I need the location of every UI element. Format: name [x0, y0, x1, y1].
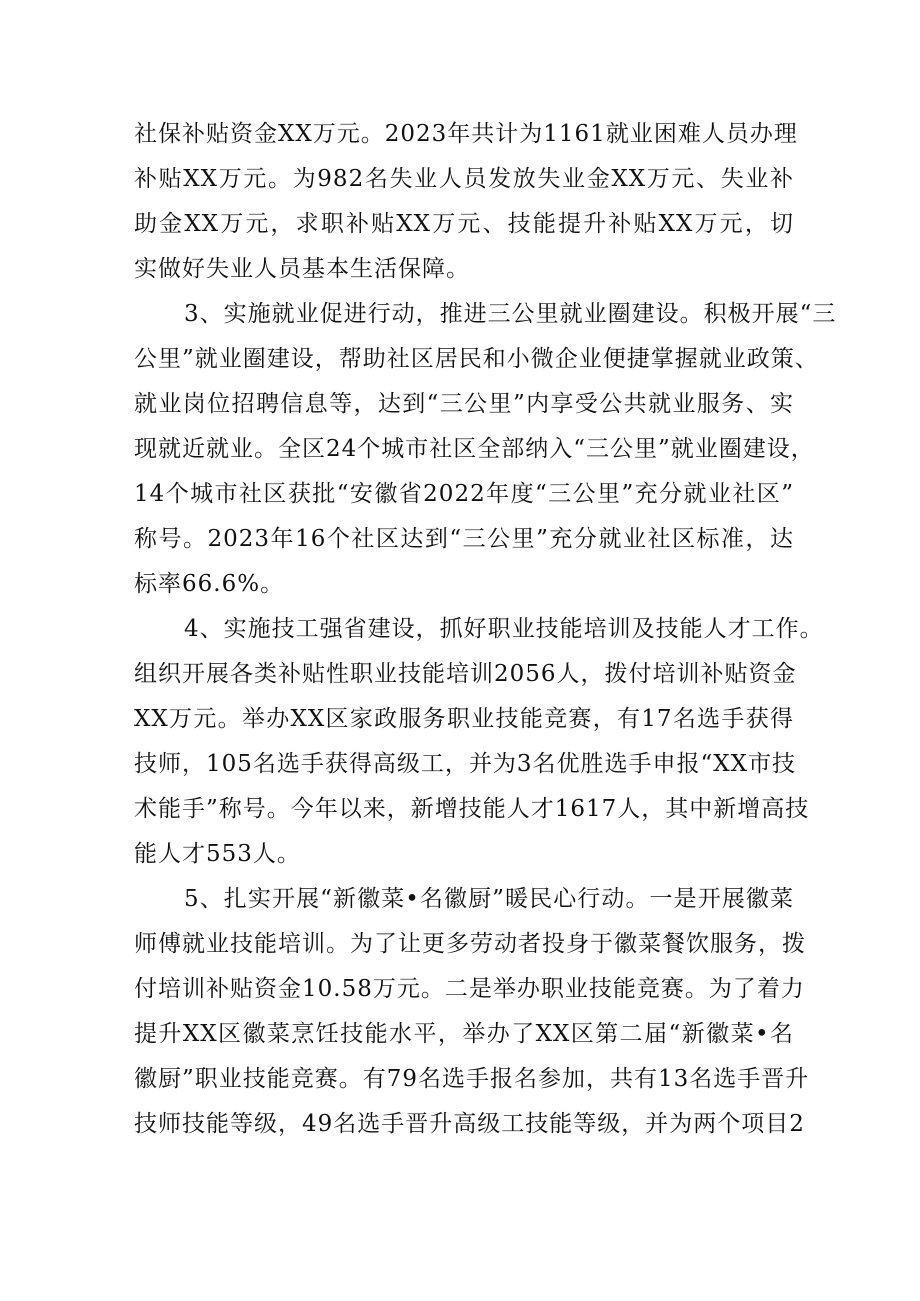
text-line: 能人才553人。 [134, 841, 301, 867]
text-line: 术能手”称号。今年以来，新增技能人才1617人，其中新增高技 [134, 796, 810, 822]
text-line: 助金XX万元，求职补贴XX万元、技能提升补贴XX万元，切 [134, 211, 794, 237]
section-heading-4: 4、实施技工强省建设，抓好职业技能培训及技能人才工作。 [184, 616, 824, 642]
text-line: 组织开展各类补贴性职业技能培训2056人，拨付培训补贴资金 [134, 661, 797, 687]
text-line: 补贴XX万元。为982名失业人员发放失业金XX万元、失业补 [134, 166, 794, 192]
text-line: 实做好失业人员基本生活保障。 [134, 256, 470, 282]
text-line: 标率66.6%。 [134, 571, 285, 597]
section-heading-3: 3、实施就业促进行动，推进三公里就业圈建设。积极开展“三 [184, 301, 837, 327]
text-line: XX万元。举办XX区家政服务职业技能竞赛，有17名选手获得 [134, 706, 794, 732]
text-line: 称号。2023年16个社区达到“三公里”充分就业社区标准，达 [134, 526, 794, 552]
text-line: 社保补贴资金XX万元。2023年共计为1161就业困难人员办理 [134, 121, 798, 147]
text-line: 徽厨”职业技能竞赛。有79名选手报名参加，共有13名选手晋升 [134, 1066, 810, 1092]
text-line: 师傅就业技能培训。为了让更多劳动者投身于徽菜餐饮服务，拨 [134, 931, 806, 957]
text-line: 现就近就业。全区24个城市社区全部纳入“三公里”就业圈建设， [134, 436, 815, 462]
text-line: 公里”就业圈建设，帮助社区居民和小微企业便捷掌握就业政策、 [134, 346, 819, 372]
section-heading-5: 5、扎实开展“新徽菜•名徽厨”暖民心行动。一是开展徽菜 [184, 886, 794, 912]
text-line: 14个城市社区获批“安徽省2022年度“三公里”充分就业社区” [134, 481, 794, 507]
text-line: 技师技能等级，49名选手晋升高级工技能等级，并为两个项目2 [134, 1111, 805, 1137]
text-line: 技师，105名选手获得高级工，并为3名优胜选手申报“XX市技 [134, 751, 797, 777]
text-line: 提升XX区徽菜烹饪技能水平，举办了XX区第二届“新徽菜•名 [134, 1021, 794, 1047]
text-line: 付培训补贴资金10.58万元。二是举办职业技能竞赛。为了着力 [134, 976, 805, 1002]
text-line: 就业岗位招聘信息等，达到“三公里”内享受公共就业服务、实 [134, 391, 794, 417]
